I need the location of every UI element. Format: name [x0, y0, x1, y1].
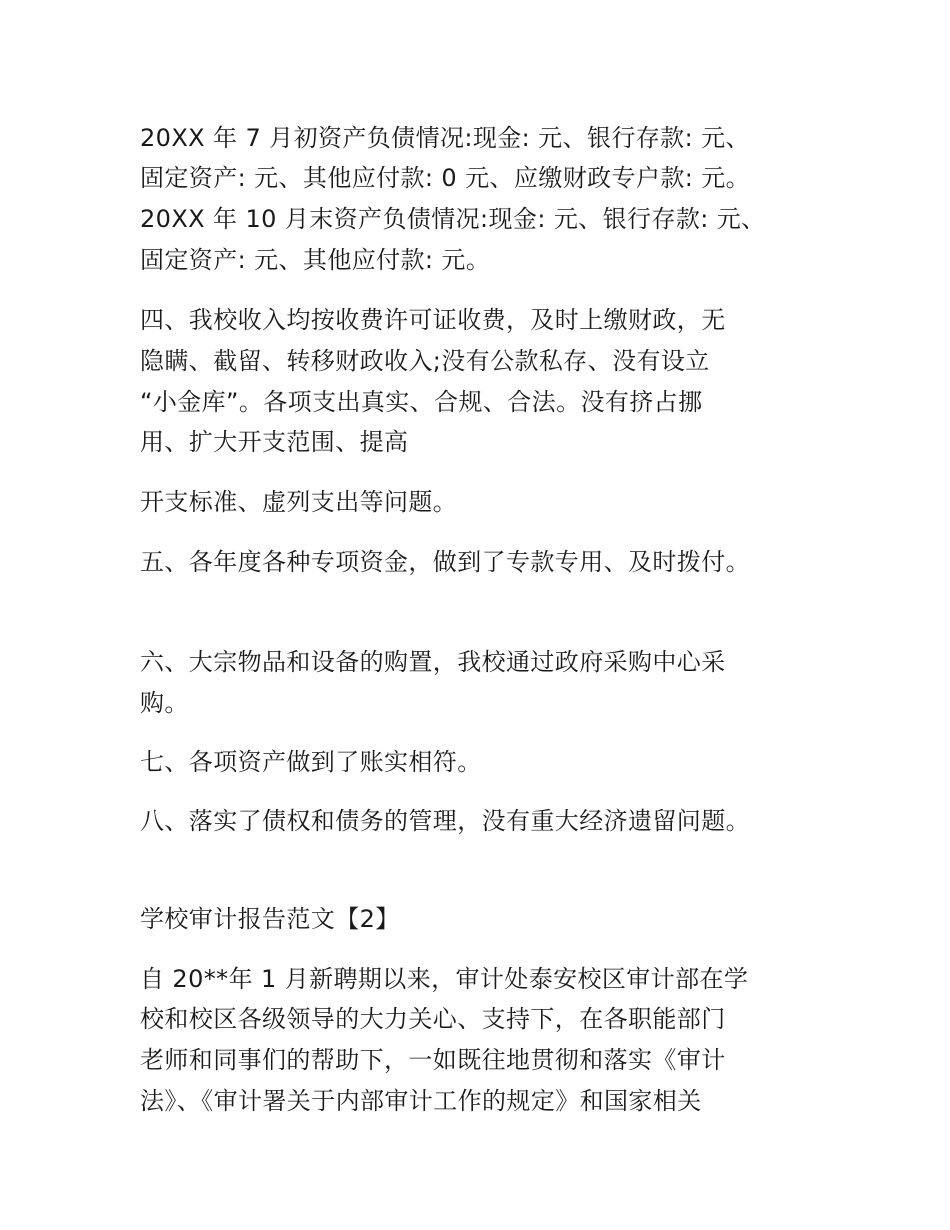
text-line: 隐瞒、截留、转移财政收入;没有公款私存、没有设立	[140, 347, 710, 375]
text-line: 固定资产: 元、其他应付款: 0 元、应缴财政专户款: 元。	[140, 164, 751, 192]
text-line: 老师和同事们的帮助下，一如既往地贯彻和落实《审计	[140, 1046, 726, 1074]
text-line: 八、落实了债权和债务的管理，没有重大经济遗留问题。	[140, 807, 750, 835]
text-line: 购。	[140, 689, 189, 717]
text-line: “小金库”。各项支出真实、合规、合法。没有挤占挪	[140, 388, 703, 416]
text-line: 校和校区各级领导的大力关心、支持下，在各职能部门	[140, 1005, 726, 1033]
text-line: 五、各年度各种专项资金，做到了专款专用、及时拨付。	[140, 548, 750, 576]
text-line: 固定资产: 元、其他应付款: 元。	[140, 246, 491, 274]
text-line: 六、大宗物品和设备的购置，我校通过政府采购中心采	[140, 648, 726, 676]
section-heading: 学校审计报告范文【2】	[140, 905, 400, 933]
text-line: 自 20**年 1 月新聘期以来，审计处泰安校区审计部在学	[140, 965, 749, 993]
text-line: 七、各项资产做到了账实相符。	[140, 748, 482, 776]
text-line: 20XX 年 10 月末资产负债情况:现金: 元、银行存款: 元、	[140, 205, 766, 233]
text-line: 法》、《审计署关于内部审计工作的规定》和国家相关	[140, 1087, 702, 1115]
text-line: 用、扩大开支范围、提高	[140, 428, 409, 456]
text-line: 20XX 年 7 月初资产负债情况:现金: 元、银行存款: 元、	[140, 124, 750, 152]
text-line: 四、我校收入均按收费许可证收费，及时上缴财政，无	[140, 306, 726, 334]
text-line: 开支标准、虚列支出等问题。	[140, 488, 458, 516]
